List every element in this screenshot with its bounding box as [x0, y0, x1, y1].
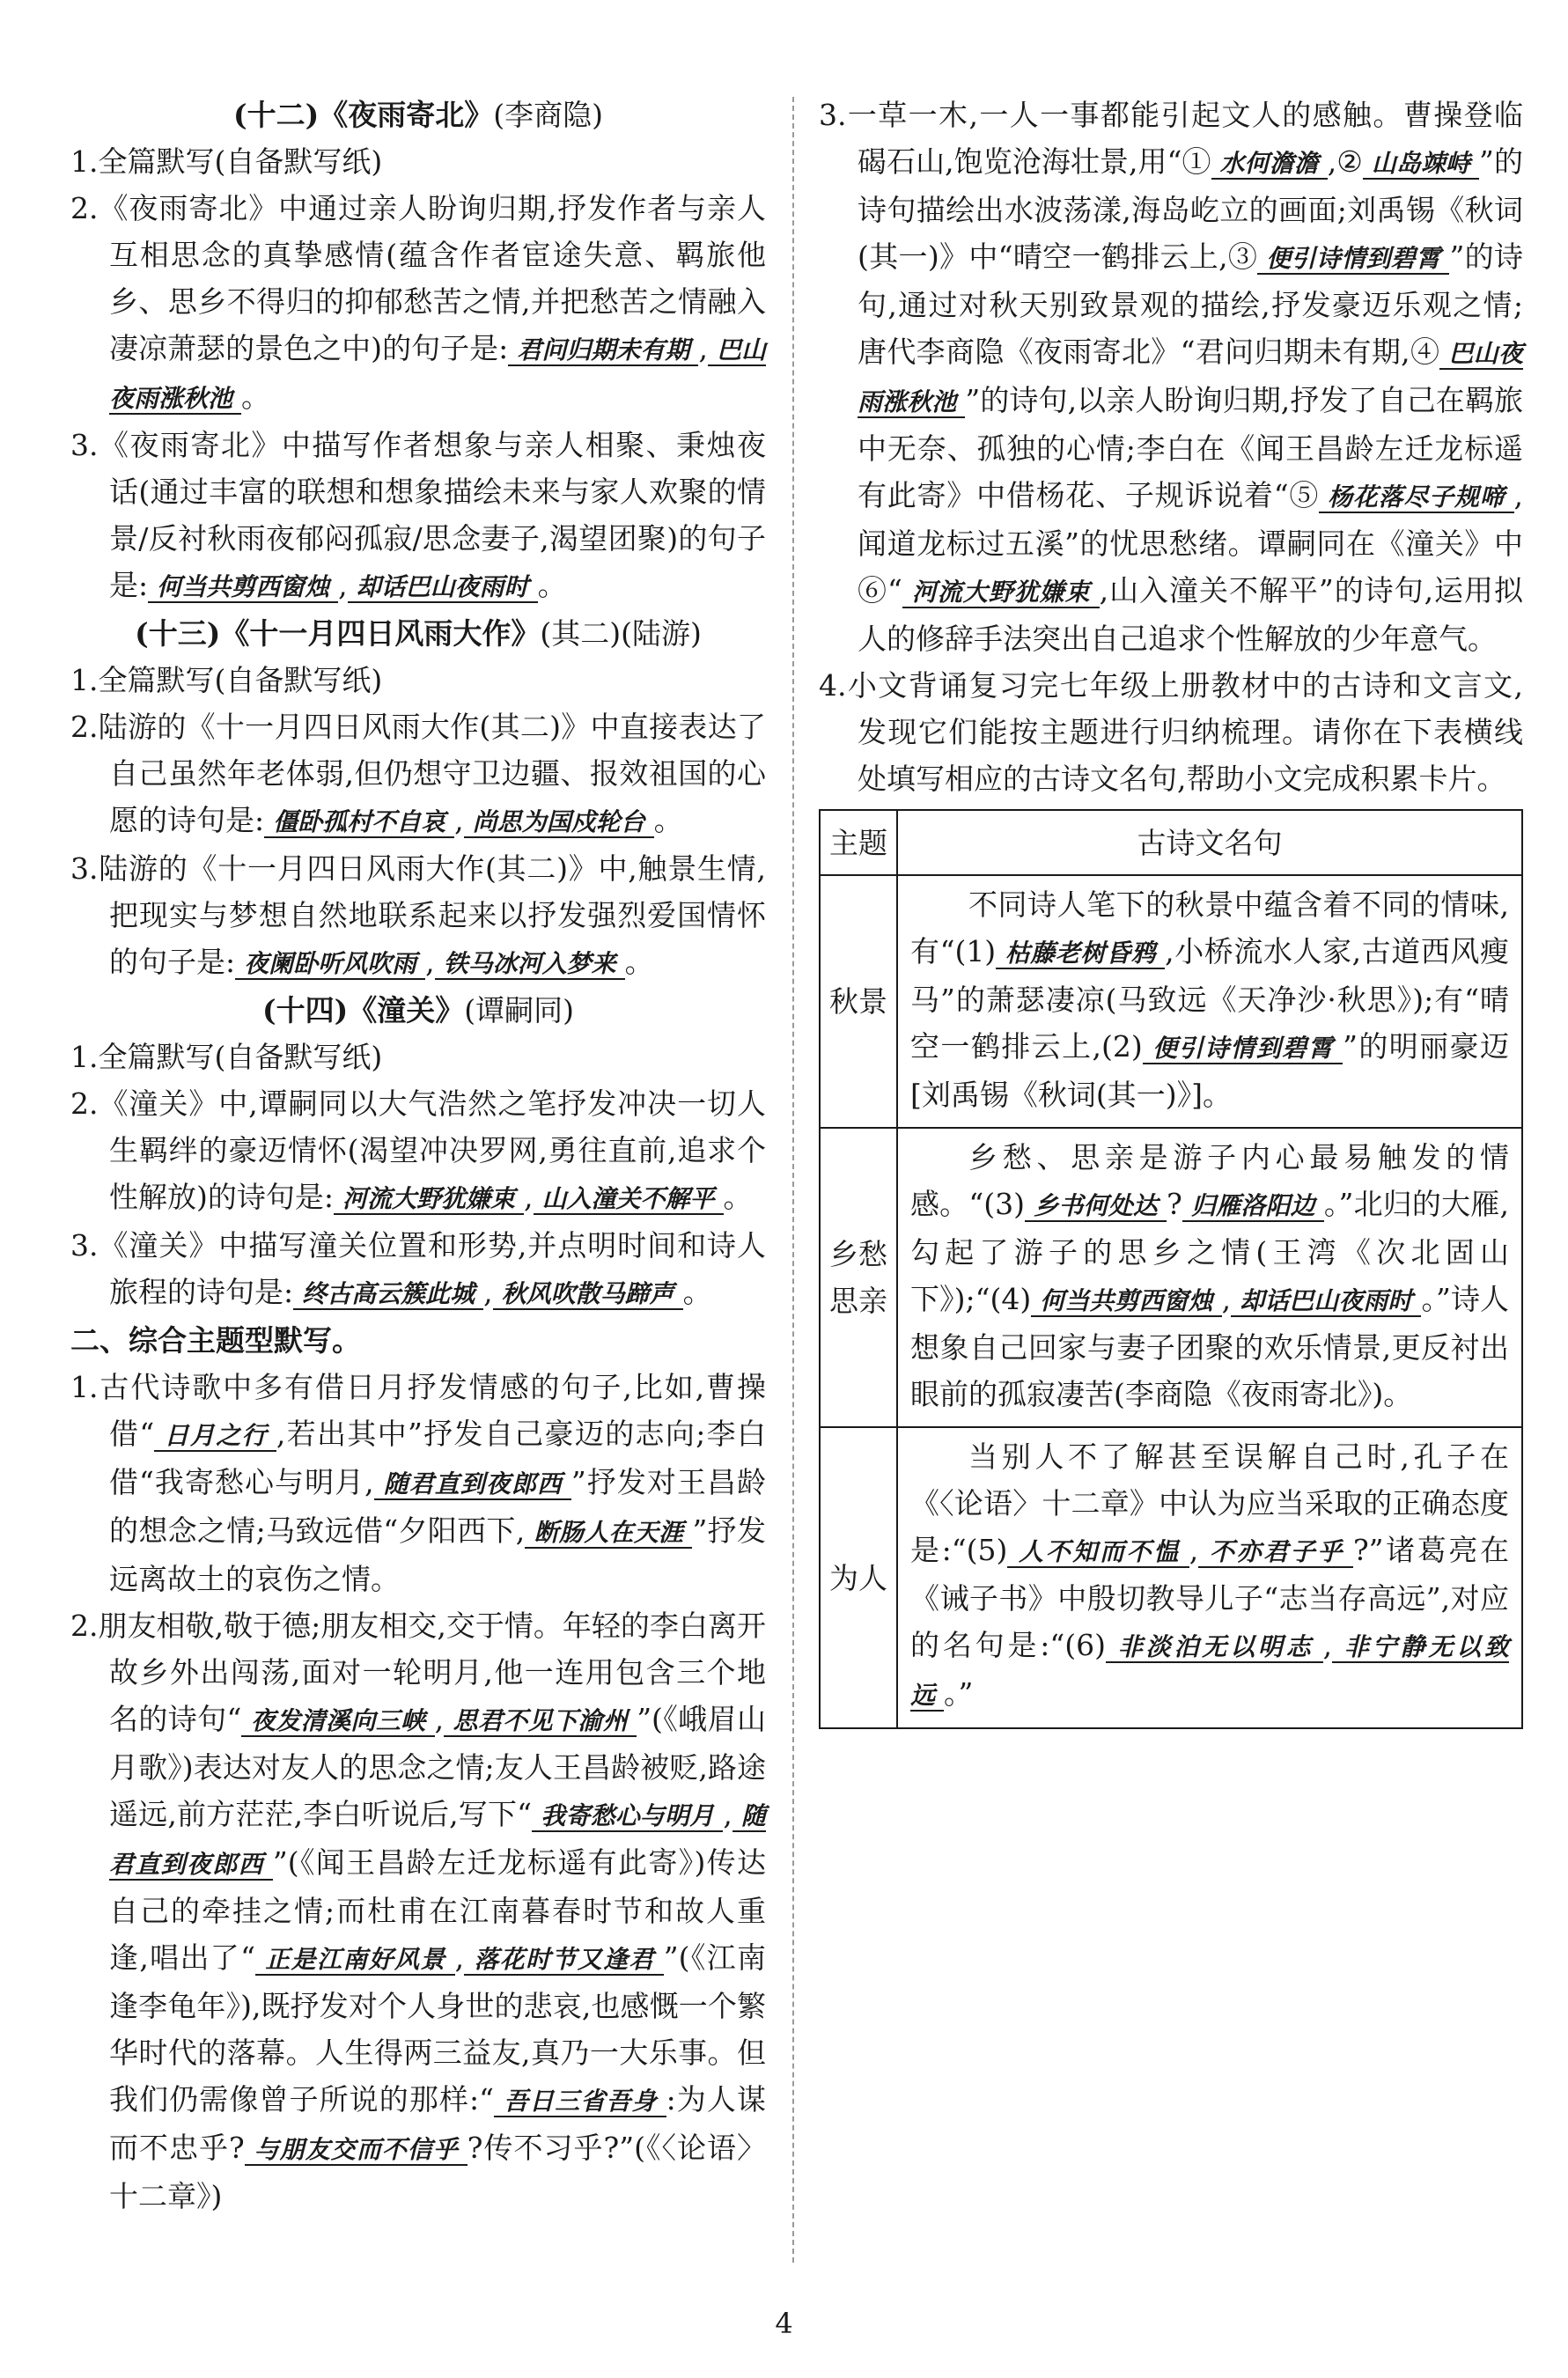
- answer-blank[interactable]: 铁马冰河入梦来: [435, 949, 625, 980]
- right-column: [819, 92, 1523, 1729]
- section-12-heading: (十二)《夜雨寄北》(李商隐): [233, 98, 603, 132]
- answer-blank[interactable]: 正是江南好风景: [255, 1945, 455, 1976]
- s14-q1: 1.全篇默写(自备默写纸): [70, 1040, 383, 1074]
- table-row: [820, 1427, 1522, 1728]
- answer-blank[interactable]: 日月之行: [154, 1421, 276, 1452]
- answer-blank[interactable]: 僵卧孤村不自哀: [264, 807, 454, 838]
- section-14-heading: (十四)《潼关》(谭嗣同): [262, 993, 574, 1027]
- answer-blank[interactable]: 随君直到夜郎西: [374, 1469, 571, 1500]
- answer-blank[interactable]: 山入潼关不解平: [534, 1184, 724, 1215]
- answer-blank[interactable]: 尚思为国戍轮台: [464, 807, 654, 838]
- quote-cell: 乡愁、思亲是游子内心最易触发的情感。“(3) 乡书何处达 ? 归雁洛阳边 。”北归的大雁,勾起了游子的思乡之情(王湾《次北固山下》);“(4) 何当共剪西窗烛 , 却话巴山夜雨时 。”诗人想象自己回家与妻子团聚的欢乐情景,更反衬出眼前的孤寂凄苦(李商隐《夜雨寄北》)。: [897, 1128, 1522, 1427]
- answer-blank[interactable]: 杨花落尽子规啼: [1319, 482, 1513, 513]
- s12-q2: 2.《夜雨寄北》中通过亲人盼询归期,抒发作者与亲人互相思念的真挚感情(蕴含作者宦途失意、羁旅他乡、思乡不得归的抑郁愁苦之情,并把愁苦之情融入凄凉萧瑟的景色之中)的句子是: 君问归期未有期 , 巴山夜雨涨秋池 。: [70, 191, 766, 414]
- answer-blank[interactable]: 与朋友交而不信乎: [245, 2135, 467, 2166]
- part2-heading: 二、综合主题型默写。: [70, 1323, 361, 1358]
- part2-q1: 1.古代诗歌中多有借日月抒发情感的句子,比如,曹操借“ 日月之行 ,若出其中”抒发自己豪迈的志向;李白借“我寄愁心与明月, 随君直到夜郎西 ”抒发对王昌龄的想念之情;马致远借“夕阳西下, 断肠人在天涯 ”抒发远离故土的哀伤之情。: [70, 1370, 766, 1596]
- answer-blank[interactable]: 乡书何处达: [1025, 1191, 1167, 1222]
- s13-q2: 2.陆游的《十一月四日风雨大作(其二)》中直接表达了自己虽然年老体弱,但仍想守卫边疆、报效祖国的心愿的诗句是: 僵卧孤村不自哀 , 尚思为国戍轮台 。: [70, 710, 766, 837]
- quote-cell: 当别人不了解甚至误解自己时,孔子在《〈论语〉十二章》中认为应当采取的正确态度是:“(5) 人不知而不愠 , 不亦君子乎 ?”诸葛亮在《诫子书》中殷切教导儿子“志当存高远”,对应的名句是:“(6) 非淡泊无以明志 , 非宁静无以致远 。”: [897, 1427, 1522, 1728]
- table-row: [820, 875, 1522, 1128]
- answer-blank[interactable]: 不亦君子乎: [1198, 1537, 1353, 1568]
- answer-blank[interactable]: 君问归期未有期: [508, 335, 698, 366]
- answer-blank[interactable]: 随君直到夜郎西: [109, 1801, 766, 1879]
- answer-blank[interactable]: 夜阑卧听风吹雨: [235, 949, 425, 980]
- s13-q1: 1.全篇默写(自备默写纸): [70, 663, 383, 697]
- answer-blank[interactable]: 吾日三省吾身: [494, 2087, 666, 2117]
- s12-q3: 3.《夜雨寄北》中描写作者想象与亲人相聚、秉烛夜话(通过丰富的联想和想象描绘未来与家人欢聚的情景/反衬秋雨夜郁闷孤寂/思念妻子,渴望团聚)的句子是: 何当共剪西窗烛 , 却话巴山夜雨时 。: [70, 428, 766, 602]
- answer-blank[interactable]: 山岛竦峙: [1363, 149, 1479, 180]
- table-header-theme: 主题: [820, 810, 897, 875]
- answer-blank[interactable]: 何当共剪西窗烛: [148, 572, 338, 603]
- answer-blank[interactable]: 夜发清溪向三峡: [241, 1706, 434, 1737]
- s14-q2: 2.《潼关》中,谭嗣同以大气浩然之笔抒发冲决一切人生羁绊的豪迈情怀(渴望冲决罗网,勇往直前,追求个性解放)的诗句是: 河流大野犹嫌束 , 山入潼关不解平 。: [70, 1086, 766, 1214]
- table-header-row: [820, 810, 1522, 875]
- left-column: [70, 92, 766, 2220]
- column-divider: [792, 97, 794, 2263]
- answer-blank[interactable]: 便引诗情到碧霄: [1143, 1034, 1343, 1064]
- answer-blank[interactable]: 落花时节又逢君: [464, 1945, 664, 1976]
- answer-blank[interactable]: 非淡泊无以明志: [1106, 1632, 1323, 1663]
- part2-q4: 4.小文背诵复习完七年级上册教材中的古诗和文言文,发现它们能按主题进行归纳梳理。请你在下表横线处填写相应的古诗文名句,帮助小文完成积累卡片。: [819, 668, 1523, 796]
- part2-q3: 3.一草一木,一人一事都能引起文人的感触。曹操登临碣石山,饱览沧海壮景,用“① 水何澹澹 ,② 山岛竦峙 ”的诗句描绘出水波荡漾,海岛屹立的画面;刘禹锡《秋词(其一)》中“晴空一鹤排云上,③ 便引诗情到碧霄 ”的诗句,通过对秋天别致景观的描绘,抒发豪迈乐观之情;唐代李商隐《夜雨寄北》“君问归期未有期,④ 巴山夜雨涨秋池 ”的诗句,以亲人盼询归期,抒发了自己在羁旅中无奈、孤独的心情;李白在《闻王昌龄左迁龙标遥有此寄》中借杨花、子规诉说着“⑤ 杨花落尽子规啼 ,闻道龙标过五溪”的忧思愁绪。谭嗣同在《潼关》中⑥“ 河流大野犹嫌束 ,山入潼关不解平”的诗句,运用拟人的修辞手法突出自己追求个性解放的少年意气。: [819, 98, 1523, 656]
- table-row: [820, 1128, 1522, 1427]
- answer-blank[interactable]: 归雁洛阳边: [1182, 1191, 1324, 1222]
- s14-q3: 3.《潼关》中描写潼关位置和形势,并点明时间和诗人旅程的诗句是: 终古高云簇此城 , 秋风吹散马蹄声 。: [70, 1228, 766, 1309]
- s12-q1: 1.全篇默写(自备默写纸): [70, 144, 383, 179]
- table-header-quotes: 古诗文名句: [897, 810, 1522, 875]
- answer-blank[interactable]: 秋风吹散马蹄声: [493, 1279, 683, 1310]
- answer-blank[interactable]: 水何澹澹: [1211, 149, 1328, 180]
- answer-blank[interactable]: 巴山夜雨涨秋池: [109, 335, 766, 413]
- part2-q2: 2.朋友相敬,敬于德;朋友相交,交于情。年轻的李白离开故乡外出闯荡,面对一轮明月,他一连用包含三个地名的诗句“ 夜发清溪向三峡 , 思君不见下渝州 ”(《峨眉山月歌》)表达对友人的思念之情;友人王昌龄被贬,路途遥远,前方茫茫,李白听说后,写下“ 我寄愁心与明月 , 随君直到夜郎西 ”(《闻王昌龄左迁龙标遥有此寄》)传达自己的牵挂之情;而杜甫在江南暮春时节和故人重逢,唱出了“ 正是江南好风景 , 落花时节又逢君 ”(《江南逢李龟年》),既抒发对个人身世的悲哀,也感慨一个繁华时代的落幕。人生得两三益友,真乃一大乐事。但我们仍需像曾子所说的那样:“ 吾日三省吾身 :为人谋而不忠乎? 与朋友交而不信乎 ?传不习乎?”(《〈论语〉十二章》): [70, 1609, 766, 2213]
- answer-blank[interactable]: 河流大野犹嫌束: [334, 1184, 524, 1215]
- answer-blank[interactable]: 便引诗情到碧霄: [1257, 244, 1449, 275]
- answer-blank[interactable]: 终古高云簇此城: [293, 1279, 483, 1310]
- section-13-heading: (十三)《十一月四日风雨大作》(其二)(陆游): [135, 616, 702, 651]
- theme-cell: 秋景: [820, 875, 897, 1128]
- answer-blank[interactable]: 却话巴山夜雨时: [348, 572, 538, 603]
- answer-blank[interactable]: 枯藤老树昏鸦: [996, 939, 1165, 969]
- theme-cell: 乡愁思亲: [820, 1128, 897, 1427]
- answer-blank[interactable]: 却话巴山夜雨时: [1231, 1286, 1421, 1317]
- answer-blank[interactable]: 思君不见下渝州: [444, 1706, 637, 1737]
- answer-blank[interactable]: 人不知而不愠: [1007, 1537, 1189, 1568]
- answer-blank[interactable]: 何当共剪西窗烛: [1031, 1286, 1221, 1317]
- theme-cell: 为人: [820, 1427, 897, 1728]
- page-number: 4: [775, 2307, 793, 2340]
- answer-blank[interactable]: 我寄愁心与明月: [532, 1801, 723, 1832]
- s13-q3: 3.陆游的《十一月四日风雨大作(其二)》中,触景生情,把现实与梦想自然地联系起来以抒发强烈爱国情怀的句子是: 夜阑卧听风吹雨 , 铁马冰河入梦来 。: [70, 851, 766, 979]
- quote-cell: 不同诗人笔下的秋景中蕴含着不同的情味,有“(1) 枯藤老树昏鸦 ,小桥流水人家,古道西风瘦马”的萧瑟凄凉(马致远《天净沙·秋思》);有“晴空一鹤排云上,(2) 便引诗情到碧霄 ”的明丽豪迈[刘禹锡《秋词(其一)》]。: [897, 875, 1522, 1128]
- answer-blank[interactable]: 断肠人在天涯: [525, 1518, 692, 1549]
- accumulation-card-table: [819, 809, 1523, 1729]
- answer-blank[interactable]: 巴山夜雨涨秋池: [858, 339, 1523, 416]
- answer-blank[interactable]: 河流大野犹嫌束: [902, 578, 1100, 608]
- answer-blank[interactable]: 非宁静无以致远: [910, 1632, 1509, 1710]
